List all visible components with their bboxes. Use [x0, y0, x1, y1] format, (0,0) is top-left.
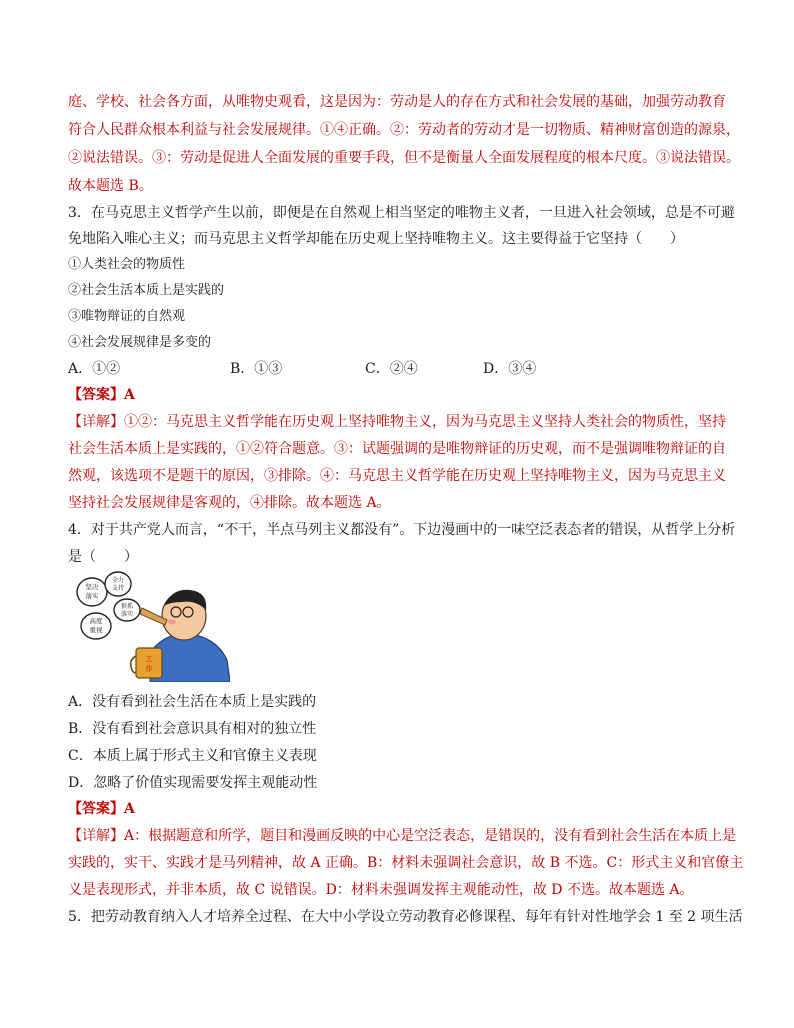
q3-option-b: B．①③	[230, 361, 283, 377]
q4-stem-line-2: 是（ ）	[68, 549, 138, 565]
cartoon-illustration	[72, 570, 230, 682]
q3-stem-line-1: 3．在马克思主义哲学产生以前，即便是在自然观上相当坚定的唯物主义者，一旦进入社会领域，总是不可避	[68, 205, 735, 221]
q5-stem-line-1: 5．把劳动教育纳入人才培养全过程、在大中小学设立劳动教育必修课程、每年有针对性地学会 1 至 2 项生活	[68, 909, 743, 925]
q4-option-c: C．本质上属于形式主义和官僚主义表现	[68, 748, 317, 764]
bubble-3-text-b: 落实	[120, 611, 134, 618]
q4-option-d: D．忽略了价值实现需要发挥主观能动性	[68, 775, 318, 791]
q4-detail-line-1: 【详解】A：根据题意和所学，题目和漫画反映的中心是空泛表态，是错误的，没有看到社会生活在本质上是	[68, 828, 737, 844]
bubble-2-text-b: 支持	[111, 585, 125, 592]
mug-text-b: 作	[145, 665, 153, 673]
q4-detail-line-2: 实践的，实干、实践才是马列精神，故 A 正确。B：材料未强调社会意识，故 B 不选。C：形式主义和官僚主	[68, 855, 744, 871]
q4-stem-line-1: 4．对于共产党人而言，“不干，半点马列主义都没有”。下边漫画中的一味空泛表态者的错误，从哲学上分析	[68, 522, 736, 538]
q3-item-1: ①人类社会的物质性	[68, 257, 186, 272]
speech-bubble-2	[105, 572, 131, 596]
bubble-1-text-a: 坚决	[85, 583, 99, 591]
bubble-4-text-b: 重视	[89, 626, 103, 634]
q3-option-c: C．②④	[365, 361, 418, 377]
q3-item-2: ②社会生活本质上是实践的	[68, 283, 225, 298]
bubble-3-text-a: 狠抓	[120, 603, 134, 610]
q2-detail-line-2: 符合人民群众根本利益与社会发展规律。①④正确。②：劳动者的劳动才是一切物质、精神财富创造的源泉，	[68, 122, 740, 138]
q4-option-a: A．没有看到社会生活在本质上是实践的	[68, 694, 317, 710]
q2-detail-line-4: 故本题选 B。	[68, 178, 153, 194]
q3-answer: 【答案】A	[68, 387, 135, 403]
q4-option-b: B．没有看到社会意识具有相对的独立性	[68, 721, 317, 737]
q3-detail-line-4: 坚持社会发展规律是客观的，④排除。故本题选 A。	[68, 495, 391, 511]
speech-bubble-3	[114, 599, 140, 621]
q3-detail-line-1: 【详解】①②：马克思主义哲学能在历史观上坚持唯物主义，因为马克思主义坚持人类社会的物质性，坚持	[68, 414, 726, 430]
q3-detail-line-3: 然观，该选项不是题干的原因，③排除。④：马克思主义哲学能在历史观上坚持唯物主义，因为马克思主义	[68, 468, 726, 484]
q3-item-3: ③唯物辩证的自然观	[68, 309, 186, 324]
q2-detail-line-3: ②说法错误。③：劳动是促进人全面发展的重要手段，但不是衡量人全面发展程度的根本尺度。③说法错误。	[68, 150, 740, 166]
q3-stem-line-2: 免地陷入唯心主义；而马克思主义哲学却能在历史观上坚持唯物主义。这主要得益于它坚持（ ）	[68, 231, 684, 247]
bubble-2-text-a: 全力	[111, 577, 125, 584]
q3-item-4: ④社会发展规律是多变的	[68, 335, 212, 350]
mug-icon	[136, 648, 162, 678]
mug-text-a: 工	[145, 655, 153, 663]
q3-option-d: D．③④	[483, 361, 537, 377]
q2-detail-line-1: 庭、学校、社会各方面，从唯物史观看，这是因为：劳动是人的存在方式和社会发展的基础，加强劳动教育	[68, 94, 726, 110]
bubble-4-text-a: 高度	[89, 617, 103, 625]
speech-bubble-1	[77, 578, 107, 606]
bubble-1-text-b: 落实	[85, 592, 99, 600]
q3-option-a: A．①②	[68, 361, 121, 377]
cheek	[168, 620, 176, 625]
speech-bubble-4	[81, 613, 111, 639]
q4-answer: 【答案】A	[68, 801, 135, 817]
q3-detail-line-2: 社会生活本质上是实践的，①②符合题意。③：试题强调的是唯物辩证的历史观，而不是强调唯物辩证的自	[68, 441, 726, 457]
q4-detail-line-3: 义是表现形式，并非本质，故 C 说错误。D：材料未强调发挥主观能动性，故 D 不选。故本题选 A。	[68, 882, 694, 898]
